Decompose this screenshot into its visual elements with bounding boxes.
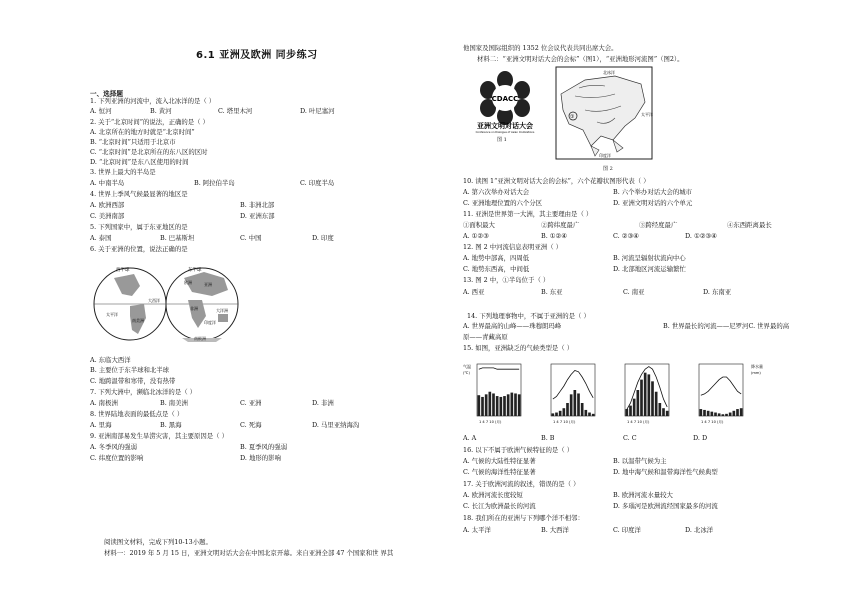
q13-option-c: C. 南亚 bbox=[623, 288, 645, 296]
q12-option-a: A. 地势中部高，四周低 bbox=[463, 254, 530, 262]
precip-bar bbox=[592, 414, 595, 416]
precip-bar bbox=[574, 390, 577, 416]
q15-option-d: D. D bbox=[693, 434, 708, 442]
question-10: 10. 读图 1“亚洲文明对话大会的会标”，六个花瓣状图形代表（ ） bbox=[463, 177, 650, 185]
q18-option-b: B. 大西洋 bbox=[541, 526, 569, 534]
precip-bar bbox=[566, 403, 569, 416]
q14-option-a: A. 世界最高的山峰——珠穆朗玛峰 bbox=[463, 322, 562, 330]
q18-option-a: A. 太平洋 bbox=[463, 526, 491, 534]
q15-option-b: B. B bbox=[541, 434, 555, 442]
q8-option-c: C. 死海 bbox=[240, 421, 262, 429]
precip-bar bbox=[711, 412, 714, 416]
globe-label-east: 东半球 bbox=[188, 268, 202, 273]
precip-bar bbox=[733, 411, 736, 416]
logo-en-text: Conference on Dialogue of Asian Civilizations bbox=[475, 131, 535, 134]
globe-label-europe: 欧洲 bbox=[184, 280, 192, 285]
q4-option-d: D. 亚洲东部 bbox=[240, 212, 275, 220]
question-12: 12. 图 2 中河流信息表明亚洲（ ） bbox=[463, 243, 563, 251]
q13-option-d: D. 东南亚 bbox=[703, 288, 732, 296]
q17-option-c: C. 长江为欧洲最长的河流 bbox=[463, 502, 536, 510]
q9-option-d: D. 地形的影响 bbox=[240, 454, 281, 462]
q16-option-a: A. 气候的大陆性特征显著 bbox=[463, 457, 536, 465]
q7-option-c: C. 亚洲 bbox=[240, 399, 262, 407]
q4-option-c: C. 美洲南部 bbox=[90, 212, 125, 220]
question-9: 9. 亚洲南部易发生旱涝灾害，其主要原因是（ ） bbox=[90, 432, 228, 440]
precip-bar bbox=[659, 403, 662, 416]
question-2: 2. 关于“北京时间”的说法，正确的是（ ） bbox=[90, 118, 209, 126]
q5-option-d: D. 印度 bbox=[312, 234, 334, 242]
question-15: 15. 如图，亚洲缺乏的气候类型是（ ） bbox=[463, 344, 574, 352]
q2-option-b: B. “北京时间”只适用于北京市 bbox=[90, 138, 176, 146]
q16-option-d: D. 地中海气候和温带海洋性气候典型 bbox=[613, 468, 718, 476]
q2-option-c: C. “北京时间”是北京所在的东八区的区时 bbox=[90, 148, 208, 156]
q16-option-b: B. 以温带气候为主 bbox=[613, 457, 667, 465]
precip-bar bbox=[496, 396, 499, 416]
q1-option-d: D. 叶尼塞河 bbox=[300, 107, 335, 115]
q18-option-c: C. 印度洋 bbox=[613, 526, 641, 534]
q11-item-3: ③跨经度最广 bbox=[639, 221, 678, 229]
precip-bar bbox=[644, 373, 647, 416]
precip-bar bbox=[481, 397, 484, 416]
precip-bar bbox=[640, 380, 643, 416]
precip-bar bbox=[718, 413, 721, 416]
globe-label-asia: 亚洲 bbox=[204, 282, 212, 287]
material-intro: 阅读图文材料，完成下列10-13小题。 bbox=[104, 538, 212, 546]
precip-bar bbox=[662, 408, 665, 416]
precip-bar bbox=[478, 395, 481, 416]
precip-bar bbox=[703, 410, 706, 416]
precip-bar bbox=[552, 413, 555, 416]
q11-item-4: ④东西距离最长 bbox=[727, 221, 772, 229]
question-1: 1. 下列亚洲的河流中，流入北冰洋的是（ ） bbox=[90, 97, 216, 105]
question-4: 4. 世界上季风气候最显著的地区是 bbox=[90, 190, 188, 198]
precip-bar bbox=[581, 403, 584, 416]
q3-option-b: B. 阿拉伯半岛 bbox=[194, 179, 235, 187]
q11-option-a: A. ①②③ bbox=[463, 232, 489, 240]
precip-bar bbox=[707, 411, 710, 416]
precip-bar bbox=[648, 374, 651, 416]
precip-bar bbox=[637, 390, 640, 416]
q12-option-b: B. 河流呈辐射状流向中心 bbox=[613, 254, 686, 262]
q9-option-c: C. 纬度位置的影响 bbox=[90, 454, 144, 462]
q7-option-a: A. 南极洲 bbox=[90, 399, 118, 407]
q18-option-d: D. 北冰洋 bbox=[685, 526, 714, 534]
q5-option-b: B. 巴基斯坦 bbox=[160, 234, 195, 242]
q11-option-d: D. ①②③④ bbox=[685, 232, 717, 240]
question-8: 8. 世界陆地表面的最低点是（ ） bbox=[90, 410, 184, 418]
precip-bar bbox=[559, 411, 562, 416]
precip-bar bbox=[714, 413, 717, 416]
q2-option-d: D. “北京时间”是东八区使用的时间 bbox=[90, 158, 189, 166]
question-5: 5. 下列国家中，属于东亚地区的是 bbox=[90, 223, 188, 231]
q13-option-b: B. 东亚 bbox=[541, 288, 563, 296]
precip-bar bbox=[570, 394, 573, 416]
q9-option-b: B. 夏季风的强弱 bbox=[240, 443, 288, 451]
globe-label-west: 西半球 bbox=[116, 268, 130, 273]
q6-option-b: B. 主要位于东半球和北半球 bbox=[90, 366, 170, 374]
asia-map-figure bbox=[555, 66, 653, 164]
precip-bar bbox=[722, 414, 725, 416]
globe-label-africa: 非洲 bbox=[190, 306, 198, 311]
q10-option-d: D. 亚洲文明对话的六个单元 bbox=[613, 199, 693, 207]
q10-option-b: B. 六个举办对话大会的城市 bbox=[613, 188, 693, 196]
page-title: 6.1 亚洲及欧洲 同步练习 bbox=[196, 50, 318, 61]
temp-axis-label: 气温 bbox=[463, 364, 471, 369]
q17-option-d: D. 多瑙河是欧洲流经国家最多的河流 bbox=[613, 502, 718, 510]
q5-option-a: A. 泰国 bbox=[90, 234, 112, 242]
hemispheres-figure bbox=[92, 256, 240, 348]
q4-option-a: A. 欧洲西部 bbox=[90, 201, 125, 209]
question-14: 14. 下列地理事物中，不属于亚洲的是（ ） bbox=[467, 312, 590, 320]
q11-option-c: C. ②③④ bbox=[613, 232, 639, 240]
q1-option-b: B. 黄河 bbox=[150, 107, 172, 115]
q1-option-a: A. 恒河 bbox=[90, 107, 112, 115]
globe-label-pacific: 太平洋 bbox=[106, 312, 118, 317]
climate-charts-figure bbox=[463, 360, 763, 428]
material-1-cont: 他国家及国际组织的 1352 位会议代表共同出席大会。 bbox=[463, 44, 618, 52]
q11-item-1: ①面积最大 bbox=[463, 221, 495, 229]
question-11: 11. 亚洲是世界第一大洲，其主要理由是（ ） bbox=[463, 210, 593, 218]
question-13: 13. 图 2 中，①半岛位于（ ） bbox=[463, 276, 550, 284]
figure-1-caption: 图 1 bbox=[497, 137, 507, 143]
question-3: 3. 世界上最大的半岛是 bbox=[90, 168, 156, 176]
q6-option-a: A. 东临大西洋 bbox=[90, 356, 131, 364]
precip-bar bbox=[725, 414, 728, 416]
precip-bar bbox=[500, 397, 503, 416]
climate-chart-frame bbox=[551, 364, 595, 416]
map-label-pacific: 太平洋 bbox=[641, 112, 653, 117]
q15-option-a: A. A bbox=[463, 434, 477, 442]
q6-option-c: C. 地跨温带和寒带，没有热带 bbox=[90, 377, 176, 385]
precip-bar bbox=[626, 409, 629, 416]
figure-2-caption: 图 2 bbox=[603, 166, 613, 172]
precip-bar bbox=[511, 393, 514, 416]
logo-cn-text: 亚洲文明对话大会 bbox=[477, 122, 533, 130]
question-7: 7. 下列大洲中，濒临北冰洋的是（ ） bbox=[90, 388, 197, 396]
precip-bar bbox=[729, 413, 732, 416]
question-17: 17. 关于欧洲河流的叙述，错误的是（ ） bbox=[463, 480, 580, 488]
precip-bar bbox=[585, 410, 588, 416]
precip-bar bbox=[700, 409, 703, 416]
material-1: 材料一：2019 年 5 月 15 日，亚洲文明对话大会在中国北京开幕。来自亚洲全部 47 个国家和世 界其 bbox=[104, 549, 394, 557]
q1-option-c: C. 塔里木河 bbox=[218, 107, 253, 115]
q14-option-c-cont: 原——青藏高原 bbox=[463, 333, 508, 341]
month-axis-label: 1 4 7 10 (月) bbox=[701, 420, 724, 424]
q8-option-a: A. 里海 bbox=[90, 421, 112, 429]
precip-bar bbox=[655, 392, 658, 416]
month-axis-label: 1 4 7 10 (月) bbox=[479, 420, 502, 424]
precip-bar bbox=[555, 413, 558, 416]
globe-label-antarctica: 南极洲 bbox=[194, 336, 206, 341]
precip-bar bbox=[503, 396, 506, 416]
q16-option-c: C. 气候的海洋性特征显著 bbox=[463, 468, 536, 476]
material-2: 材料二：“亚洲文明对话大会的会标”（图1），“亚洲地形河流图”（图2）。 bbox=[477, 55, 684, 63]
q7-option-b: B. 南美洲 bbox=[160, 399, 188, 407]
map-label-indian: 印度洋 bbox=[599, 153, 611, 158]
q8-option-d: D. 马里亚纳海沟 bbox=[312, 421, 360, 429]
month-axis-label: 1 4 7 10 (月) bbox=[627, 420, 650, 424]
q9-option-a: A. 冬季风的强弱 bbox=[90, 443, 138, 451]
q11-option-b: B. ①②④ bbox=[541, 232, 567, 240]
precip-bar bbox=[651, 381, 654, 416]
logo-cdacc-text: CDACC bbox=[491, 95, 519, 103]
globe-label-atlantic: 大西洋 bbox=[148, 298, 160, 303]
map-label-arctic: 北冰洋 bbox=[603, 70, 615, 75]
month-axis-label: 1 4 7 10 (月) bbox=[553, 420, 576, 424]
precip-bar bbox=[489, 392, 492, 416]
q8-option-b: B. 黑海 bbox=[160, 421, 182, 429]
q17-option-b: B. 欧洲河流水量较大 bbox=[613, 491, 673, 499]
question-16: 16. 以下不属于欧洲气候特征的是（ ） bbox=[463, 446, 574, 454]
q12-option-d: D. 北部地区河流运输繁忙 bbox=[613, 265, 686, 273]
question-6: 6. 关于亚洲的位置，说法正确的是 bbox=[90, 245, 188, 253]
q3-option-a: A. 中南半岛 bbox=[90, 179, 125, 187]
q10-option-a: A. 第六次举办对话大会 bbox=[463, 188, 530, 196]
precip-bar bbox=[507, 394, 510, 416]
q11-item-2: ②跨纬度最广 bbox=[541, 221, 580, 229]
precip-bar bbox=[736, 409, 739, 416]
globe-label-indian: 印度洋 bbox=[204, 320, 216, 325]
q10-option-c: C. 亚洲地理位置的六个分区 bbox=[463, 199, 543, 207]
precip-bar bbox=[666, 411, 669, 416]
globe-label-oceania: 大洋洲 bbox=[216, 308, 228, 313]
precip-bar bbox=[588, 413, 591, 416]
precip-axis-label: 降水量 bbox=[751, 364, 763, 369]
precip-bar bbox=[485, 394, 488, 416]
q2-option-a: A. 北京所在的地方时就是“北京时间” bbox=[90, 128, 195, 136]
q15-option-c: C. C bbox=[623, 434, 637, 442]
precip-bar bbox=[629, 406, 632, 416]
globe-label-south-america: 南美洲 bbox=[132, 318, 144, 323]
precip-bar bbox=[577, 393, 580, 416]
q14-option-bc: B. 世界最长的河流——尼罗河C. 世界最的高 bbox=[663, 322, 790, 330]
q3-option-c: C. 印度半岛 bbox=[300, 179, 335, 187]
precip-axis-unit: (mm) bbox=[751, 371, 761, 375]
q17-option-a: A. 欧洲河流长度较短 bbox=[463, 491, 523, 499]
q4-option-b: B. 非洲北部 bbox=[240, 201, 275, 209]
q12-option-c: C. 地势东西高，中间低 bbox=[463, 265, 530, 273]
section-heading: 一、选择题 bbox=[90, 90, 123, 98]
precip-bar bbox=[518, 394, 521, 416]
precip-bar bbox=[740, 408, 743, 416]
precip-bar bbox=[514, 393, 517, 416]
q5-option-c: C. 中国 bbox=[240, 234, 262, 242]
precip-bar bbox=[633, 399, 636, 416]
question-18: 18. 我们所在的亚洲与下列哪个洋不相邻： bbox=[463, 514, 584, 522]
temp-axis-unit: (℃) bbox=[463, 371, 470, 375]
precip-bar bbox=[563, 408, 566, 416]
map-label-peninsula-1: ① bbox=[570, 114, 575, 120]
q13-option-a: A. 西亚 bbox=[463, 288, 485, 296]
cdacc-logo-figure bbox=[469, 70, 541, 134]
precip-bar bbox=[492, 393, 495, 416]
q7-option-d: D. 非洲 bbox=[312, 399, 334, 407]
